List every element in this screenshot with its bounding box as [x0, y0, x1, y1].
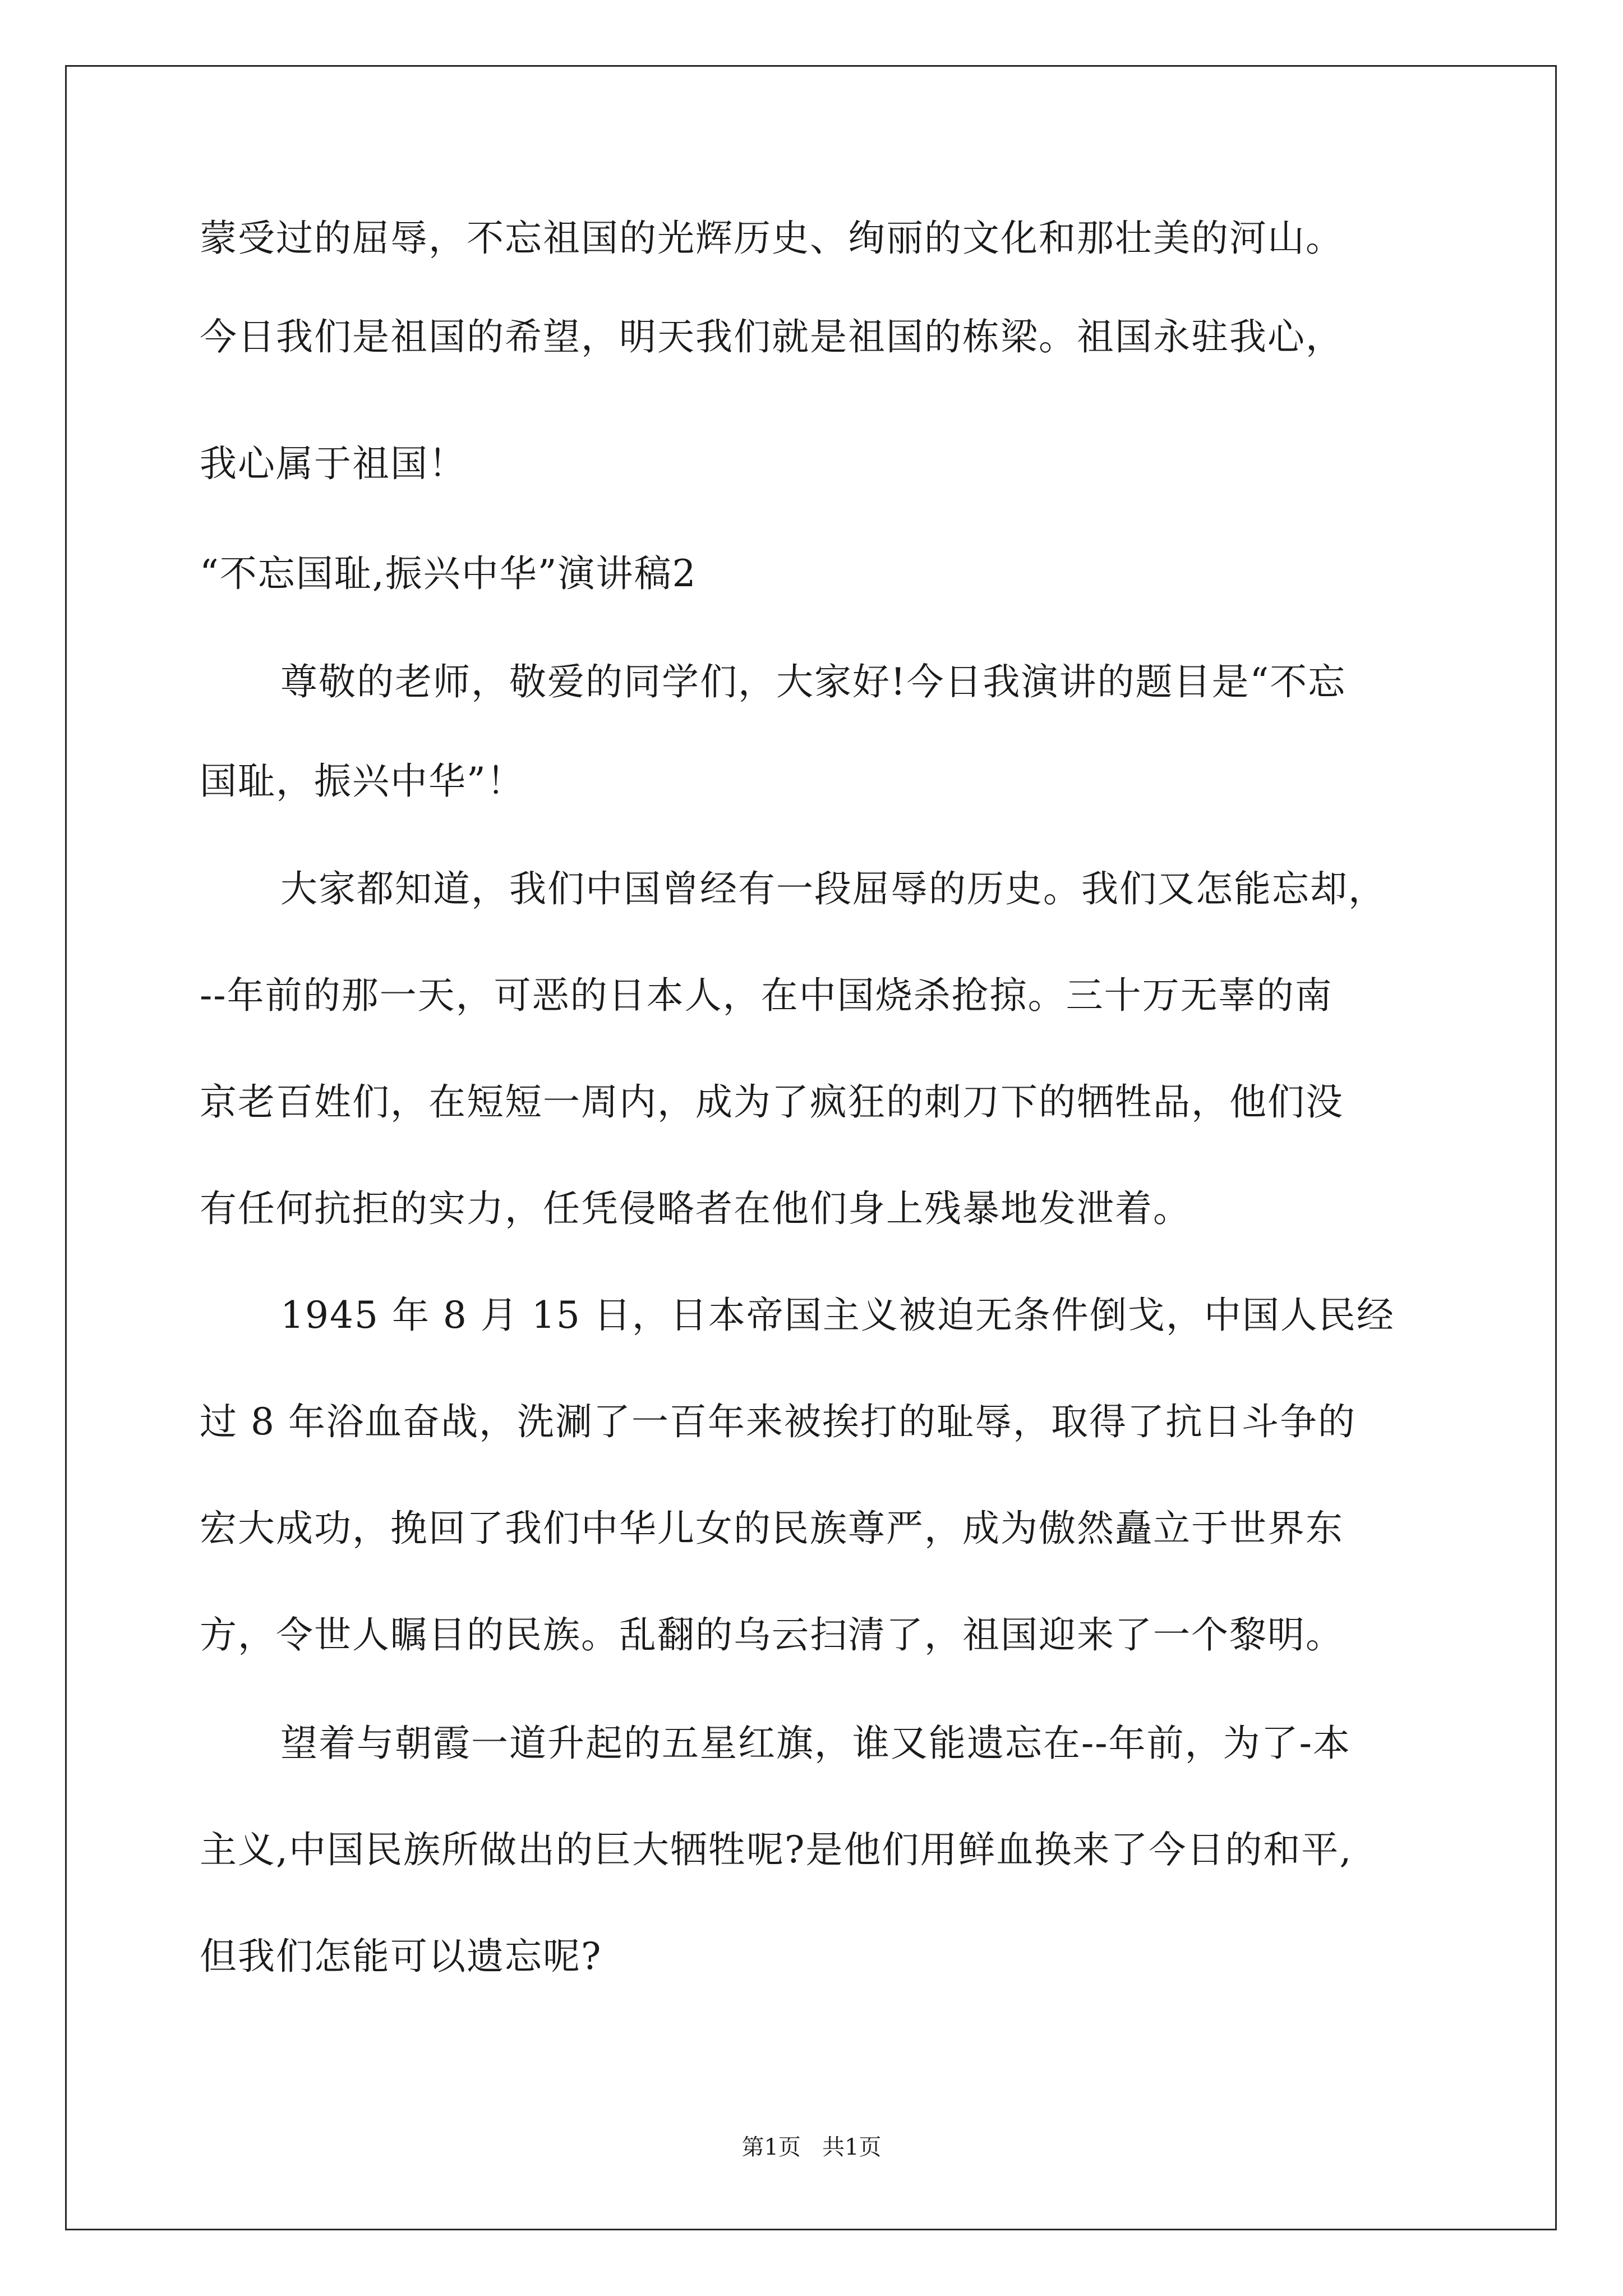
body-line: 今日我们是祖国的希望，明天我们就是祖国的栋梁。祖国永驻我心， — [200, 315, 1344, 358]
body-line: 过 8 年浴血奋战，洗涮了一百年来被挨打的耻辱，取得了抗日斗争的 — [200, 1400, 1356, 1443]
paragraph-start: 望着与朝霞一道升起的五星红旗，谁又能遗忘在--年前，为了-本 — [280, 1722, 1351, 1765]
body-line: --年前的那一天，可恶的日本人，在中国烧杀抢掠。三十万无辜的南 — [200, 974, 1333, 1017]
body-line: 我心属于祖国！ — [200, 442, 467, 485]
body-line: 国耻，振兴中华”！ — [200, 760, 525, 803]
paragraph-start: 大家都知道，我们中国曾经有一段屈辱的历史。我们又怎能忘却， — [280, 867, 1386, 910]
body-line: 但我们怎能可以遗忘呢? — [200, 1935, 602, 1978]
paragraph-start: 1945 年 8 月 15 日，日本帝国主义被迫无条件倒戈，中国人民经 — [280, 1294, 1395, 1337]
body-line: 京老百姓们，在短短一周内，成为了疯狂的刺刀下的牺牲品，他们没 — [200, 1080, 1344, 1124]
body-line: 宏大成功，挽回了我们中华儿女的民族尊严，成为傲然矗立于世界东 — [200, 1507, 1344, 1550]
body-line: 有任何抗拒的实力，任凭侵略者在他们身上残暴地发泄着。 — [200, 1187, 1191, 1230]
page-border — [65, 65, 1557, 2230]
body-line: 蒙受过的屈辱，不忘祖国的光辉历史、绚丽的文化和那壮美的河山。 — [200, 217, 1344, 260]
page-footer: 第1页 共1页 — [741, 2134, 882, 2160]
body-line: 方，令世人瞩目的民族。乱翻的乌云扫清了，祖国迎来了一个黎明。 — [200, 1613, 1344, 1657]
body-line: 主义,中国民族所做出的巨大牺牲呢?是他们用鲜血换来了今日的和平, — [200, 1828, 1353, 1871]
paragraph-start: 尊敬的老师，敬爱的同学们，大家好!今日我演讲的题目是“不忘 — [280, 660, 1347, 703]
speech-title: “不忘国耻,振兴中华”演讲稿2 — [200, 552, 697, 595]
